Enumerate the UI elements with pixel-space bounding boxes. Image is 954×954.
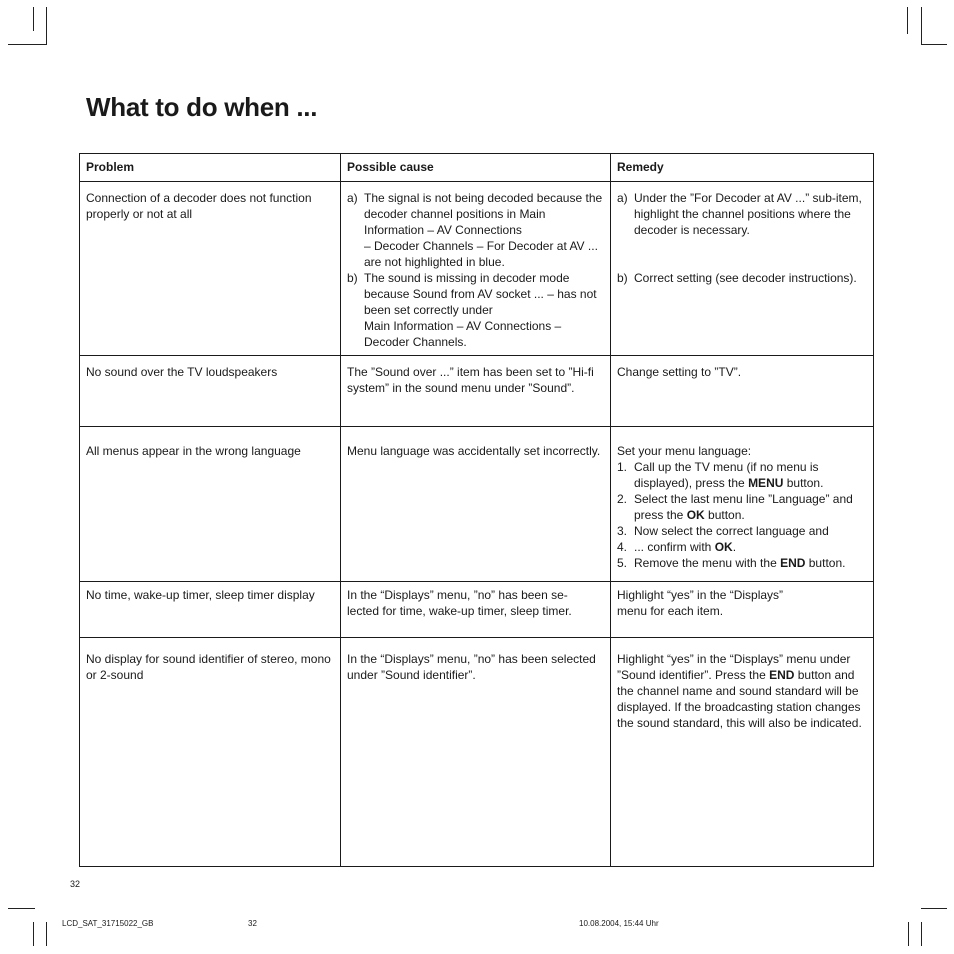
item-text: ... confirm with bbox=[634, 540, 715, 554]
remedy-intro: Set your menu language: bbox=[617, 444, 752, 458]
cause-list bbox=[347, 190, 604, 350]
troubleshooting-table bbox=[79, 153, 874, 867]
key-label: END bbox=[769, 668, 795, 682]
table-header-row bbox=[80, 154, 874, 182]
page-number: 32 bbox=[70, 879, 81, 889]
item-text: The signal is not being decoded because the decoder channel positions in Main Information – AV Connections bbox=[364, 191, 603, 237]
footer-date: 10.08.2004, 15:44 Uhr bbox=[579, 919, 659, 928]
remedy-text: button and the channel name and sound standard will be displayed. If the broadcasting station changes the sound standard, this will also be indicated. bbox=[617, 668, 862, 730]
item-marker: b) bbox=[347, 271, 358, 285]
item-marker: 3. bbox=[617, 524, 628, 538]
crop-mark bbox=[921, 908, 947, 909]
problem-cell: No sound over the TV loudspeakers bbox=[80, 356, 341, 427]
item-text: Call up the TV menu (if no menu is displayed), press the bbox=[634, 460, 819, 490]
table-row bbox=[80, 356, 874, 427]
crop-mark bbox=[921, 922, 922, 946]
cause-cell: Menu language was accidentally set incorrectly. bbox=[341, 427, 611, 582]
table-row bbox=[80, 582, 874, 638]
list-item bbox=[617, 459, 867, 491]
page-title: What to do when ... bbox=[86, 92, 318, 122]
remedy-cell bbox=[611, 638, 874, 867]
item-marker: 4. bbox=[617, 540, 628, 554]
crop-mark bbox=[907, 7, 908, 34]
remedy-cell bbox=[611, 582, 874, 638]
remedy-text: Highlight “yes” in the “Displays” menu under ”Sound identifier”. Press the bbox=[617, 652, 851, 682]
item-text: button. bbox=[783, 476, 824, 490]
key-label: END bbox=[780, 556, 806, 570]
item-marker: 2. bbox=[617, 492, 628, 506]
item-text: . bbox=[732, 540, 737, 554]
item-marker: 5. bbox=[617, 556, 628, 570]
table-row bbox=[80, 427, 874, 582]
item-text: Correct setting (see decoder instructions). bbox=[634, 271, 857, 285]
list-item bbox=[347, 270, 604, 350]
crop-mark bbox=[33, 7, 34, 31]
header-remedy: Remedy bbox=[611, 154, 874, 182]
remedy-list bbox=[617, 190, 867, 286]
item-text: Remove the menu with the bbox=[634, 556, 781, 570]
crop-mark bbox=[46, 7, 47, 45]
item-text: button. bbox=[805, 556, 846, 570]
item-text: Under the ”For Decoder at AV ...” sub-item, highlight the channel positions where the decoder is necessary. bbox=[634, 191, 862, 237]
crop-mark bbox=[921, 7, 922, 45]
item-marker: b) bbox=[617, 271, 628, 285]
remedy-steps bbox=[617, 459, 867, 571]
cause-cell bbox=[341, 582, 611, 638]
crop-mark bbox=[8, 44, 47, 45]
item-text: Now select the correct language and bbox=[634, 524, 829, 538]
footer-file: LCD_SAT_31715022_GB bbox=[62, 919, 154, 928]
list-item bbox=[617, 539, 867, 555]
crop-mark bbox=[8, 908, 35, 909]
footer-page: 32 bbox=[248, 919, 257, 928]
cause-cell: In the “Displays” menu, ”no” has been selected under ”Sound identifier”. bbox=[341, 638, 611, 867]
list-item bbox=[347, 190, 604, 270]
spacer bbox=[617, 238, 867, 270]
item-text: – Decoder Channels – For Decoder at AV ... are not highlighted in blue. bbox=[364, 239, 598, 269]
crop-mark bbox=[921, 44, 947, 45]
crop-mark bbox=[908, 922, 909, 946]
table-row bbox=[80, 638, 874, 867]
cause-cell: The ”Sound over ...” item has been set to ”Hi-fi system” in the sound menu under ”Sound”. bbox=[341, 356, 611, 427]
problem-cell: No time, wake-up timer, sleep timer display bbox=[80, 582, 341, 638]
table-row bbox=[80, 182, 874, 356]
remedy-cell bbox=[611, 427, 874, 582]
cause-cell bbox=[341, 182, 611, 356]
item-text: button. bbox=[704, 508, 745, 522]
remedy-line: menu for each item. bbox=[617, 604, 724, 618]
problem-cell bbox=[80, 182, 341, 356]
key-label: OK bbox=[714, 540, 733, 554]
problem-text: Connection of a decoder does not function properly or not at all bbox=[86, 191, 312, 221]
list-item bbox=[617, 190, 867, 238]
list-item bbox=[617, 270, 867, 286]
header-cause: Possible cause bbox=[341, 154, 611, 182]
item-marker: 1. bbox=[617, 460, 628, 474]
header-problem: Problem bbox=[80, 154, 341, 182]
item-text: Select the last menu line ”Language” and press the bbox=[634, 492, 853, 522]
item-text: Main Information – AV Connections – Decoder Channels. bbox=[364, 319, 562, 349]
problem-cell: No display for sound identifier of stereo, mono or 2-sound bbox=[80, 638, 341, 867]
item-text: The sound is missing in decoder mode because Sound from AV socket ... – has not been set correctly under bbox=[364, 271, 597, 317]
item-marker: a) bbox=[347, 191, 358, 205]
remedy-cell: Change setting to ”TV”. bbox=[611, 356, 874, 427]
list-item bbox=[617, 523, 867, 539]
key-label: OK bbox=[686, 508, 705, 522]
remedy-cell bbox=[611, 182, 874, 356]
remedy-line: Highlight “yes” in the “Displays” bbox=[617, 588, 784, 602]
key-label: MENU bbox=[748, 476, 784, 490]
list-item bbox=[617, 491, 867, 523]
cause-line: lected for time, wake-up timer, sleep timer. bbox=[347, 604, 572, 618]
problem-cell: All menus appear in the wrong language bbox=[80, 427, 341, 582]
item-marker: a) bbox=[617, 191, 628, 205]
cause-line: In the “Displays” menu, ”no” has been se- bbox=[347, 588, 568, 602]
list-item bbox=[617, 555, 867, 571]
crop-mark bbox=[33, 922, 34, 946]
crop-mark bbox=[46, 922, 47, 946]
